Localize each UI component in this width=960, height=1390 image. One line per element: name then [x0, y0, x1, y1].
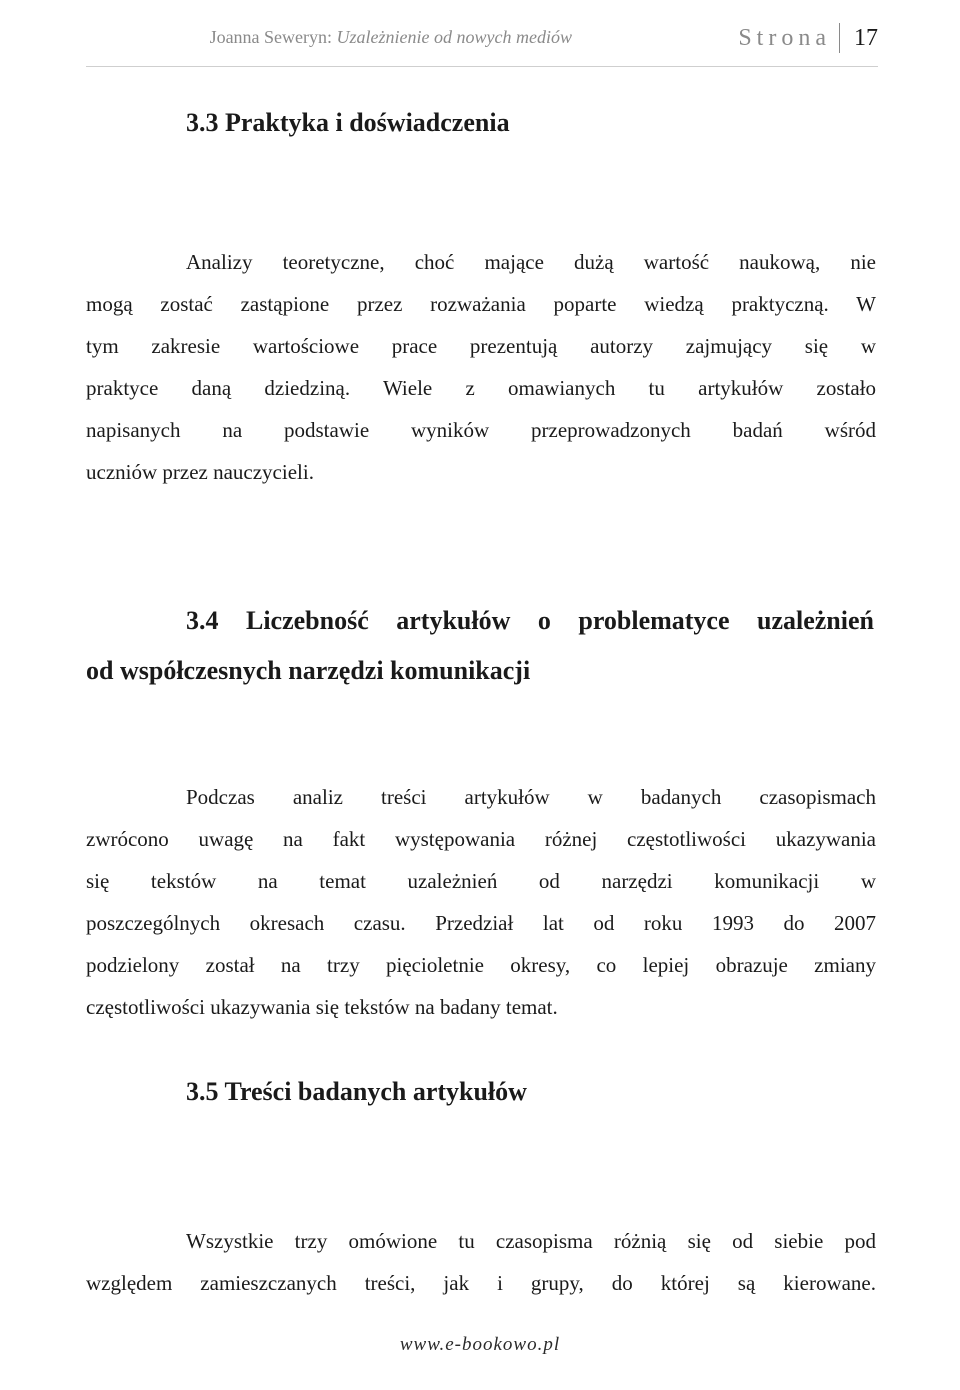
paragraph-line: zwrócono uwagę na fakt występowania różnej częstotliwości ukazywania	[86, 827, 876, 851]
heading-line: od współczesnych narzędzi komunikacji	[86, 656, 531, 685]
section-3-3-paragraph	[86, 241, 876, 493]
paragraph-line: mogą zostać zastąpione przez rozważania poparte wiedzą praktyczną. W	[86, 292, 876, 316]
paragraph-line: praktyce daną dziedziną. Wiele z omawianych tu artykułów zostało	[86, 376, 876, 400]
section-3-5-heading: 3.5 Treści badanych artykułów	[186, 1077, 527, 1106]
section-3-4-paragraph	[86, 776, 876, 1028]
section-3-5-paragraph	[86, 1220, 876, 1304]
paragraph-line: uczniów przez nauczycieli.	[86, 460, 314, 484]
header-page-word: Strona	[738, 24, 831, 51]
paragraph-line: napisanych na podstawie wyników przeprowadzonych badań wśród	[86, 418, 876, 442]
page-number: 17	[854, 24, 878, 51]
paragraph-line: Podczas analiz treści artykułów w badanych czasopismach	[186, 785, 876, 809]
header-separator	[839, 23, 840, 53]
footer-url: www.e-bookowo.pl	[399, 1334, 561, 1355]
paragraph-line: Analizy teoretyczne, choć mające dużą wartość naukową, nie	[186, 250, 876, 274]
heading-line: 3.4 Liczebność artykułów o problematyce uzależnień	[186, 606, 874, 635]
paragraph-line: Wszystkie trzy omówione tu czasopisma różnią się od siebie pod	[186, 1229, 876, 1253]
header-page-label	[738, 22, 878, 54]
section-3-3-heading: 3.3 Praktyka i doświadczenia	[186, 108, 510, 137]
paragraph-line: się tekstów na temat uzależnień od narzędzi komunikacji w	[86, 869, 876, 893]
paragraph-line: częstotliwości ukazywania się tekstów na badany temat.	[86, 995, 558, 1019]
header-author: Joanna Seweryn:	[209, 27, 333, 47]
header-author-line	[210, 27, 572, 48]
section-3-4-heading	[86, 596, 874, 696]
paragraph-line: względem zamieszczanych treści, jak i grupy, do której są kierowane.	[86, 1271, 876, 1295]
paragraph-line: poszczególnych okresach czasu. Przedział lat od roku 1993 do 2007	[86, 911, 876, 935]
paragraph-line: podzielony został na trzy pięcioletnie okresy, co lepiej obrazuje zmiany	[86, 953, 876, 977]
paragraph-line: tym zakresie wartościowe prace prezentują autorzy zajmujący się w	[86, 334, 876, 358]
header-work-title: Uzależnienie od nowych mediów	[336, 27, 572, 47]
page-header	[86, 22, 878, 67]
